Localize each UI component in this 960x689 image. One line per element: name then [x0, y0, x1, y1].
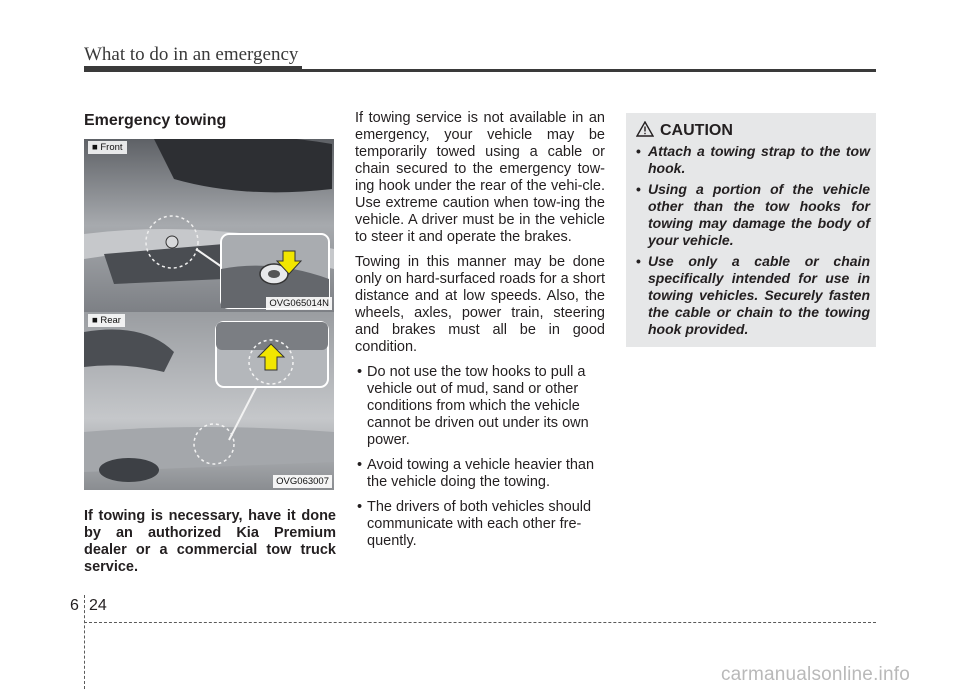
warning-triangle-icon	[636, 121, 654, 142]
rear-label: ■ Rear	[88, 314, 125, 327]
caution-heading	[636, 121, 733, 142]
body-column	[355, 110, 605, 558]
caution-item: • Attach a towing strap to the tow hook.	[634, 143, 870, 177]
caution-box	[626, 113, 876, 347]
front-label: ■ Front	[88, 141, 127, 154]
page-number: 24	[89, 597, 107, 614]
bullet-item: • The drivers of both vehicles should communicate with each other fre-quently.	[355, 499, 605, 550]
caution-list	[634, 143, 870, 342]
chapter-number: 6	[70, 597, 79, 614]
front-bumper-illustration	[84, 139, 334, 312]
towing-bullet-list	[355, 364, 605, 550]
site-watermark: carmanualsonline.info	[720, 664, 910, 685]
body-paragraph: Towing in this manner may be done only on hard-surfaced roads for a short distance and at low speeds. Also, the wheels, axles, power train, steering and brakes must all be in good condition.	[355, 254, 605, 355]
body-paragraph: If towing service is not available in an emergency, your vehicle may be temporarily towed using a cable or chain secured to the emergency tow-ing hook under the rear of the vehi-cle. Use extreme caution when tow-ing the vehicle. A driver must be in the vehicle to steer it and operate the brakes.	[355, 110, 605, 245]
caution-item: • Using a portion of the vehicle other than the tow hooks for towing may damage the body of your vehicle.	[634, 181, 870, 249]
caution-item: • Use only a cable or chain specifically intended for use in towing vehicles. Securely fasten the cable or chain to the towing hook provided.	[634, 253, 870, 338]
footer-rule	[84, 622, 876, 623]
header-rule-accent	[84, 66, 302, 72]
section-title: Emergency towing	[84, 112, 227, 129]
front-figure-code: OVG065014N	[266, 297, 332, 310]
caution-title: CAUTION	[660, 122, 733, 139]
rear-figure-code: OVG063007	[273, 475, 332, 488]
rear-tow-hook-photo	[84, 312, 334, 490]
bullet-item: • Do not use the tow hooks to pull a vehicle out of mud, sand or other conditions from which the vehicle cannot be driven out under its own power.	[355, 364, 605, 449]
bullet-item: • Avoid towing a vehicle heavier than the vehicle doing the towing.	[355, 457, 605, 491]
running-header: What to do in an emergency	[84, 44, 299, 65]
front-tow-hook-photo	[84, 139, 334, 312]
towing-service-note: If towing is necessary, have it done by an authorized Kia Premium dealer or a commercial tow truck service.	[84, 508, 336, 575]
footer-vertical-divider	[84, 595, 85, 689]
rear-bumper-illustration	[84, 312, 334, 490]
